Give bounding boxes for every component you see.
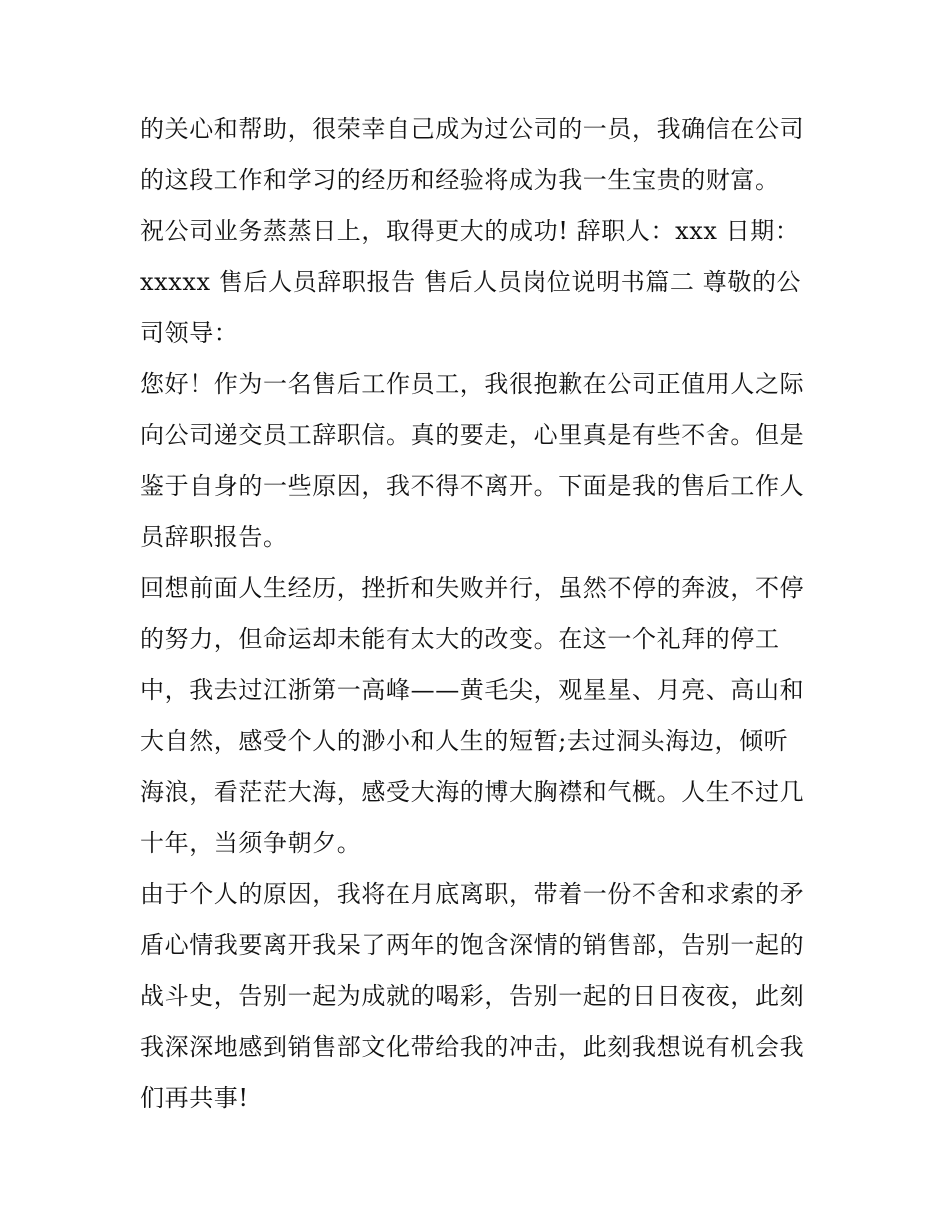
text-line: 大自然，感受个人的渺小和人生的短暂;去过洞头海边，倾听 <box>140 727 789 755</box>
text-line: 的这段工作和学习的经历和经验将成为我一生宝贵的财富。 <box>140 166 780 194</box>
text-line: 司领导： <box>140 319 239 347</box>
text-line: 由于个人的原因，我将在月底离职，带着一份不舍和求索的矛 <box>140 880 805 908</box>
text-line: 海浪，看茫茫大海，感受大海的博大胸襟和气概。人生不过几 <box>140 778 805 806</box>
text-line: 盾心情我要离开我呆了两年的饱含深情的销售部，告别一起的 <box>140 931 805 959</box>
text-line: 我深深地感到销售部文化带给我的冲击，此刻我想说有机会我 <box>140 1033 805 1061</box>
text-line: 的努力，但命运却未能有太大的改变。在这一个礼拜的停工 <box>140 625 780 653</box>
text-line: 鉴于自身的一些原因，我不得不离开。下面是我的售后工作人 <box>140 472 805 500</box>
text-line: 十年，当须争朝夕。 <box>140 829 362 857</box>
text-line: 的关心和帮助，很荣幸自己成为过公司的一员，我确信在公司 <box>140 115 805 143</box>
document-body <box>140 104 815 1124</box>
text-line: 您好！作为一名售后工作员工，我很抱歉在公司正值用人之际 <box>140 370 805 398</box>
text-line: 战斗史，告别一起为成就的喝彩，告别一起的日日夜夜，此刻 <box>140 982 805 1010</box>
text-line: 向公司递交员工辞职信。真的要走，心里真是有些不舍。但是 <box>140 421 805 449</box>
text-line: 员辞职报告。 <box>140 523 288 551</box>
text-line: 们再共事! <box>140 1084 249 1112</box>
text-line: 回想前面人生经历，挫折和失败并行，虽然不停的奔波，不停 <box>140 574 805 602</box>
text-line: 中，我去过江浙第一高峰——黄毛尖，观星星、月亮、高山和 <box>140 676 805 704</box>
text-line: 祝公司业务蒸蒸日上，取得更大的成功! 辞职人：xxx 日期： <box>140 217 800 245</box>
text-line: xxxxx 售后人员辞职报告 售后人员岗位说明书篇二 尊敬的公 <box>140 268 802 296</box>
